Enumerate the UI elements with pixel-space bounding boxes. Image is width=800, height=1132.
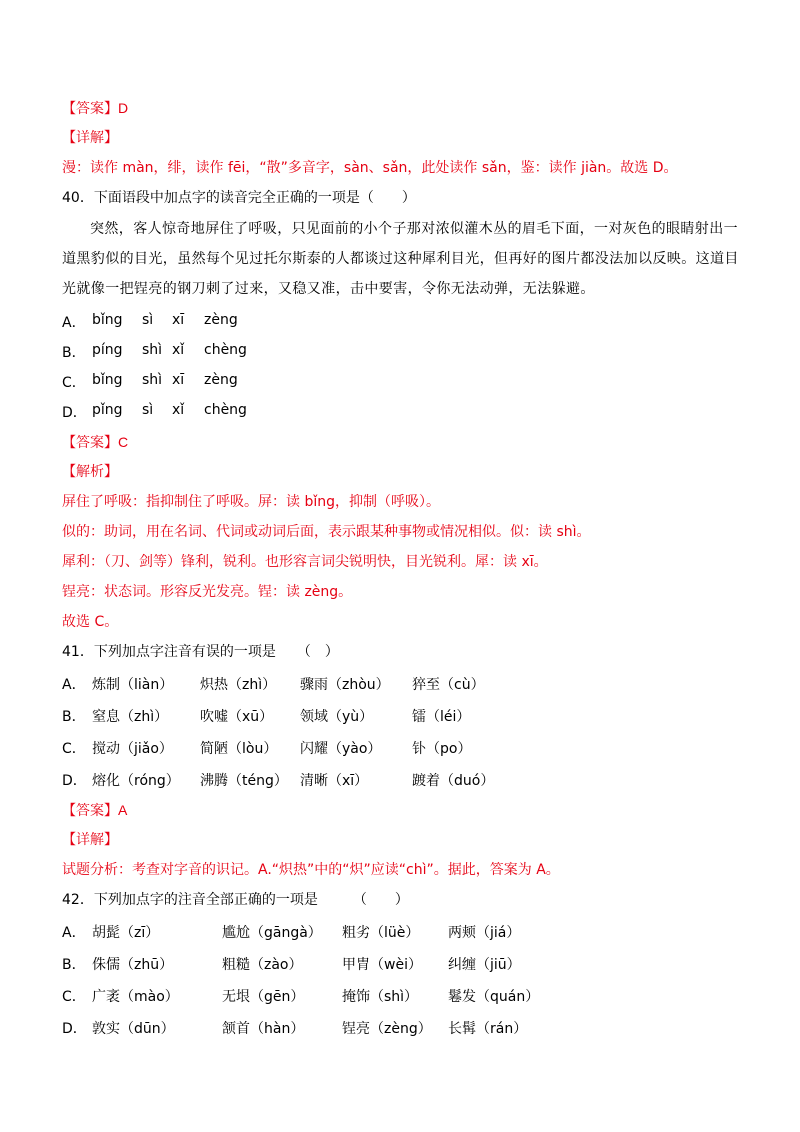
answer-value: A bbox=[118, 802, 128, 818]
q40-option-b-label: B． bbox=[62, 345, 86, 361]
answer-tag: 【答案】 bbox=[62, 101, 118, 117]
q40-option-c-item: shì bbox=[142, 372, 163, 388]
q41-option-c-item: 搅动（jiǎo） bbox=[92, 741, 173, 757]
q40-option-d-item: pǐng bbox=[92, 402, 123, 418]
q41-option-b-item: 吹嘘（xū） bbox=[200, 709, 274, 725]
q40-stem: 40．下面语段中加点字的读音完全正确的一项是（ ） bbox=[62, 190, 416, 206]
q41-answer-line bbox=[62, 800, 127, 821]
q40-passage: 突然，客人惊奇地屏住了呼吸，只见面前的小个子那对浓似灌木丛的眉毛下面，一对灰色的眼睛射出一道黑豹似的目光，虽然每个见过托尔斯泰的人都谈过这种犀利目光，但再好的图片都没法加以反映。这道目光就像一把锃亮的钢刀刺了过来，又稳又准，击中要害，令你无法动弹，无法躲避。 bbox=[62, 221, 739, 297]
q41-option-a-item: 猝至（cù） bbox=[412, 677, 485, 693]
q40-option-c-label: C． bbox=[62, 375, 86, 391]
answer-tag: 【答案】 bbox=[62, 435, 118, 451]
q42-option-c-item: 广袤（mào） bbox=[92, 989, 179, 1005]
q41-option-c-item: 钋（po） bbox=[412, 741, 472, 757]
q42-option-a-item: 两颊（jiá） bbox=[448, 925, 521, 941]
detail-tag: 【详解】 bbox=[62, 130, 118, 146]
q42-option-b-item: 纠缠（jiū） bbox=[448, 957, 521, 973]
q42-option-a-label: A． bbox=[62, 925, 86, 941]
q42-option-b-item: 粗糙（zào） bbox=[222, 957, 303, 973]
q40-analysis-tag-line bbox=[62, 462, 118, 482]
q41-option-c-label: C． bbox=[62, 741, 86, 757]
q41-option-c-item: 简陋（lòu） bbox=[200, 741, 278, 757]
q40-option-a-item: zèng bbox=[204, 312, 238, 328]
q41-option-b-item: 窒息（zhì） bbox=[92, 709, 169, 725]
q42-stem: 42．下列加点字的注音全部正确的一项是 （ ） bbox=[62, 892, 409, 908]
q42-option-d-item: 敦实（dūn） bbox=[92, 1021, 175, 1037]
q40-option-c-item: xī bbox=[172, 372, 185, 388]
q41-option-a-label: A． bbox=[62, 677, 86, 693]
analysis-tag: 【解析】 bbox=[62, 464, 118, 480]
q42-option-d-item: 锃亮（zèng） bbox=[342, 1021, 432, 1037]
q41-option-b-item: 镭（léi） bbox=[412, 709, 471, 725]
q40-option-b-item: píng bbox=[92, 342, 123, 358]
q40-analysis-line: 屏住了呼吸：指抑制住了呼吸。屏：读 bǐng，抑制（呼吸）。 bbox=[62, 494, 440, 510]
q40-answer-line bbox=[62, 432, 128, 453]
q40-analysis-line: 故选 C。 bbox=[62, 614, 119, 630]
q42-option-a-item: 胡髭（zī） bbox=[92, 925, 160, 941]
q41-option-a-item: 炼制（liàn） bbox=[92, 677, 174, 693]
q42-option-d-item: 长髯（rán） bbox=[448, 1021, 528, 1037]
q41-option-d-item: 熔化（róng） bbox=[92, 773, 180, 789]
q40-option-a-item: xī bbox=[172, 312, 185, 328]
q42-option-b-item: 侏儒（zhū） bbox=[92, 957, 174, 973]
q41-option-a-item: 炽热（zhì） bbox=[200, 677, 277, 693]
q41-option-c-item: 闪耀（yào） bbox=[300, 741, 382, 757]
q42-option-b-item: 甲胄（wèi） bbox=[342, 957, 422, 973]
q40-option-d-item: xǐ bbox=[172, 402, 185, 418]
q42-option-b-label: B． bbox=[62, 957, 86, 973]
q39-detail-tag-line bbox=[62, 128, 118, 148]
q40-analysis-line: 锃亮：状态词。形容反光发亮。锃：读 zèng。 bbox=[62, 584, 353, 600]
detail-tag: 【详解】 bbox=[62, 832, 118, 848]
q41-option-b-label: B． bbox=[62, 709, 86, 725]
q39-detail-text: 漫：读作 màn，绯，读作 fēi，“散”多音字，sàn、sǎn，此处读作 sǎn，鉴：读作 jiàn。故选 D。 bbox=[62, 160, 678, 176]
q40-analysis-line: 犀利：（刀、剑等）锋利，锐利。也形容言词尖锐明快，目光锐利。犀：读 xī。 bbox=[62, 554, 548, 570]
q42-option-c-item: 鬈发（quán） bbox=[448, 989, 540, 1005]
q39-answer-line bbox=[62, 98, 128, 119]
q40-option-a-label: A． bbox=[62, 315, 86, 331]
q40-option-d-label: D． bbox=[62, 405, 87, 421]
q42-option-c-label: C． bbox=[62, 989, 86, 1005]
answer-tag: 【答案】 bbox=[62, 803, 118, 819]
q42-option-d-item: 颔首（hàn） bbox=[222, 1021, 305, 1037]
q41-detail-text: 试题分析：考查对字音的识记。A.“炽热”中的“炽”应读“chì”。据此，答案为 A。 bbox=[62, 862, 560, 878]
q42-option-c-item: 掩饰（shì） bbox=[342, 989, 419, 1005]
q41-stem: 41．下列加点字注音有误的一项是 （ ） bbox=[62, 644, 339, 660]
q40-option-c-item: bǐng bbox=[92, 372, 123, 388]
q40-option-d-item: chèng bbox=[204, 402, 247, 418]
q40-option-b-item: chèng bbox=[204, 342, 247, 358]
q41-option-d-item: 清晰（xī） bbox=[300, 773, 369, 789]
answer-value: C bbox=[118, 434, 129, 450]
q41-option-d-item: 踱着（duó） bbox=[412, 773, 495, 789]
answer-value: D bbox=[118, 100, 129, 116]
q42-option-c-item: 无垠（gēn） bbox=[222, 989, 305, 1005]
q42-option-d-label: D． bbox=[62, 1021, 87, 1037]
q40-analysis-line: 似的：助词，用在名词、代词或动词后面，表示跟某种事物或情况相似。似：读 shì。 bbox=[62, 524, 591, 540]
q42-option-a-item: 粗劣（lüè） bbox=[342, 925, 420, 941]
q40-option-b-item: shì bbox=[142, 342, 163, 358]
q41-detail-tag-line bbox=[62, 830, 118, 850]
q40-option-b-item: xǐ bbox=[172, 342, 185, 358]
q40-option-c-item: zèng bbox=[204, 372, 238, 388]
q41-option-b-item: 领域（yù） bbox=[300, 709, 374, 725]
q41-option-d-item: 沸腾（téng） bbox=[200, 773, 288, 789]
q42-option-a-item: 尴尬（gāngà） bbox=[222, 925, 322, 941]
q41-option-a-item: 骤雨（zhòu） bbox=[300, 677, 390, 693]
q40-option-a-item: sì bbox=[142, 312, 154, 328]
q40-option-a-item: bǐng bbox=[92, 312, 123, 328]
q41-option-d-label: D． bbox=[62, 773, 87, 789]
q40-option-d-item: sì bbox=[142, 402, 154, 418]
